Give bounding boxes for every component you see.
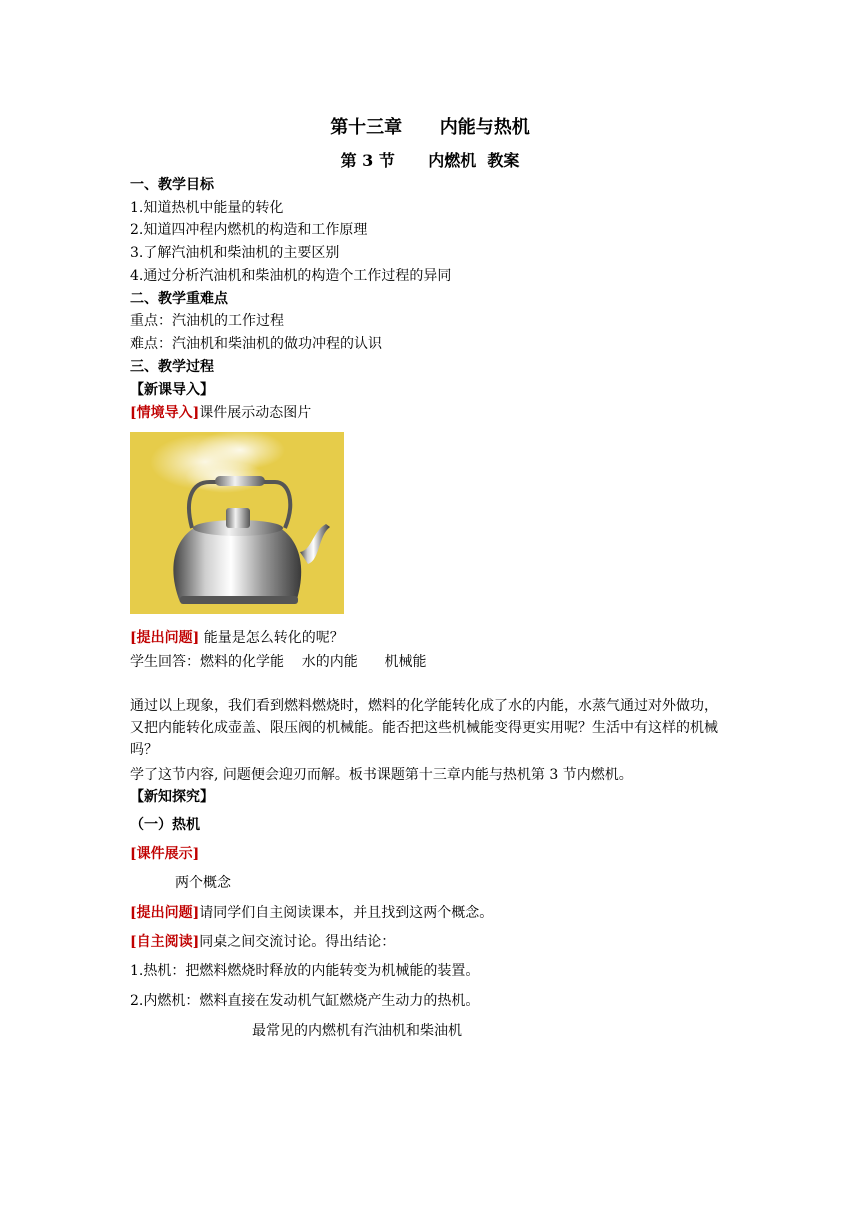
body-paragraph-2: 学了这节内容, 问题便会迎刃而解。板书课题第十三章内能与热机第 3 节内燃机。 [130, 767, 633, 783]
heading-goals: 一、教学目标 [130, 177, 214, 193]
heading-explore: 【新知探究】 [130, 789, 214, 805]
read-line [130, 932, 395, 952]
tag-question: [提出问题] [130, 905, 200, 921]
student-answer: 学生回答：燃料的化学能 水的内能 机械能 [130, 654, 427, 670]
heading-key-points: 二、教学重难点 [130, 291, 228, 307]
goal-item: 3.了解汽油机和柴油机的主要区别 [130, 245, 340, 261]
tag-scene: [情境导入] [130, 405, 200, 421]
section-title: 第 3 节 内燃机 教案 [340, 151, 520, 170]
kettle-image [130, 432, 344, 614]
common-engines: 最常见的内燃机有汽油机和柴油机 [252, 1023, 462, 1039]
heading-intro: 【新课导入】 [130, 382, 214, 398]
kettle-icon [130, 432, 344, 614]
tag-read: [自主阅读] [130, 934, 200, 950]
scene-text: 课件展示动态图片 [199, 405, 312, 421]
key-point: 重点：汽油机的工作过程 [130, 313, 284, 329]
goal-item: 4.通过分析汽油机和柴油机的构造个工作过程的异同 [130, 268, 452, 284]
definition-internal-combustion: 2.内燃机：燃料直接在发动机气缸燃烧产生动力的热机。 [130, 993, 480, 1009]
tag-question: [提出问题] [130, 630, 200, 646]
goal-item: 1.知道热机中能量的转化 [130, 200, 284, 216]
tag-show: [课件展示] [130, 846, 200, 862]
heading-process: 三、教学过程 [130, 359, 214, 375]
question2-text: 请同学们自主阅读课本，并且找到这两个概念。 [199, 905, 494, 921]
question1-text: 能量是怎么转化的呢？ [199, 630, 344, 646]
difficult-point: 难点：汽油机和柴油机的做功冲程的认识 [130, 336, 382, 352]
read-text: 同桌之间交流讨论。得出结论： [199, 934, 396, 950]
heading-heat-engine: （一）热机 [130, 817, 200, 833]
definition-heat-engine: 1.热机：把燃料燃烧时释放的内能转变为机械能的装置。 [130, 963, 480, 979]
goal-item: 2.知道四冲程内燃机的构造和工作原理 [130, 222, 368, 238]
scene-line [130, 403, 311, 423]
question2-line [130, 903, 493, 923]
body-paragraph: 通过以上现象，我们看到燃料燃烧时，燃料的化学能转化成了水的内能，水蒸气通过对外做功，又把内能转化成壶盖、限压阀的机械能。能否把这些机械能变得更实用呢？生活中有这样的机械吗？ [130, 698, 718, 758]
chapter-title: 第十三章 内能与热机 [330, 117, 530, 138]
two-concepts: 两个概念 [175, 875, 231, 891]
question1-line [130, 628, 344, 648]
